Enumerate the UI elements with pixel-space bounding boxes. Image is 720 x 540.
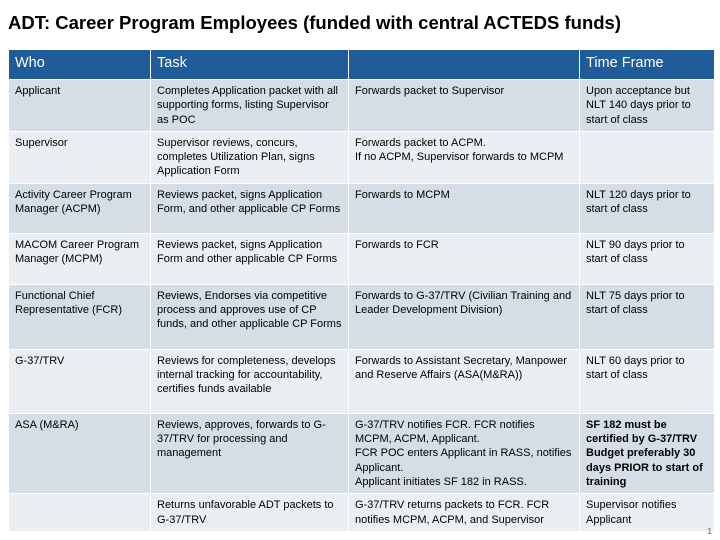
header-row — [9, 50, 715, 80]
cell-who: Supervisor — [9, 131, 151, 183]
table-row — [9, 233, 715, 284]
cell-time: NLT 90 days prior to start of class — [580, 233, 715, 284]
table-row — [9, 413, 715, 493]
cell-action: Forwards to FCR — [349, 233, 580, 284]
cell-task: Reviews packet, signs Application Form, and other applicable CP Forms — [151, 183, 349, 233]
cell-task: Supervisor reviews, concurs, completes Utilization Plan, signs Application Form — [151, 131, 349, 183]
cell-time: SF 182 must be certified by G-37/TRV Budget preferably 30 days PRIOR to start of training — [580, 413, 715, 493]
cell-time: NLT 75 days prior to start of class — [580, 284, 715, 349]
page-title: ADT: Career Program Employees (funded with central ACTEDS funds) — [8, 12, 621, 33]
cell-action: G-37/TRV returns packets to FCR. FCR notifies MCPM, ACPM, and Supervisor — [349, 494, 580, 532]
cell-who — [9, 494, 151, 532]
table-row — [9, 80, 715, 132]
cell-action: G-37/TRV notifies FCR. FCR notifies MCPM, ACPM, Applicant. FCR POC enters Applicant in RASS, notifies Applicant. Applicant initiates SF 182 in RASS. — [349, 413, 580, 493]
cell-who: ASA (M&RA) — [9, 413, 151, 493]
page-number: 1 — [707, 527, 712, 536]
cell-who: Applicant — [9, 80, 151, 132]
cell-task: Reviews packet, signs Application Form and other applicable CP Forms — [151, 233, 349, 284]
table-row — [9, 349, 715, 413]
header-task: Task — [151, 50, 349, 80]
header-who: Who — [9, 50, 151, 80]
cell-who: G-37/TRV — [9, 349, 151, 413]
table-row — [9, 131, 715, 183]
cell-action: Forwards to MCPM — [349, 183, 580, 233]
cell-action: Forwards packet to Supervisor — [349, 80, 580, 132]
header-time-frame: Time Frame — [580, 50, 715, 80]
table-row — [9, 284, 715, 349]
cell-task: Completes Application packet with all supporting forms, listing Supervisor as POC — [151, 80, 349, 132]
cell-who: Activity Career Program Manager (ACPM) — [9, 183, 151, 233]
cell-action: Forwards to Assistant Secretary, Manpower and Reserve Affairs (ASA(M&RA)) — [349, 349, 580, 413]
cell-action: Forwards packet to ACPM. If no ACPM, Supervisor forwards to MCPM — [349, 131, 580, 183]
cell-who: Functional Chief Representative (FCR) — [9, 284, 151, 349]
table-row — [9, 494, 715, 532]
cell-task: Reviews, Endorses via competitive process and approves use of CP funds, and other applicable CP Forms — [151, 284, 349, 349]
cell-task: Reviews, approves, forwards to G-37/TRV for processing and management — [151, 413, 349, 493]
table-row — [9, 183, 715, 233]
cell-time: NLT 120 days prior to start of class — [580, 183, 715, 233]
cell-time: NLT 60 days prior to start of class — [580, 349, 715, 413]
cell-action: Forwards to G-37/TRV (Civilian Training and Leader Development Division) — [349, 284, 580, 349]
cell-time: Upon acceptance but NLT 140 days prior to start of class — [580, 80, 715, 132]
header-action — [349, 50, 580, 80]
cell-time: Supervisor notifies Applicant — [580, 494, 715, 532]
career-program-table — [8, 49, 715, 532]
cell-task: Reviews for completeness, develops internal tracking for accountability, certifies funds available — [151, 349, 349, 413]
cell-task: Returns unfavorable ADT packets to G-37/TRV — [151, 494, 349, 532]
cell-time — [580, 131, 715, 183]
cell-who: MACOM Career Program Manager (MCPM) — [9, 233, 151, 284]
